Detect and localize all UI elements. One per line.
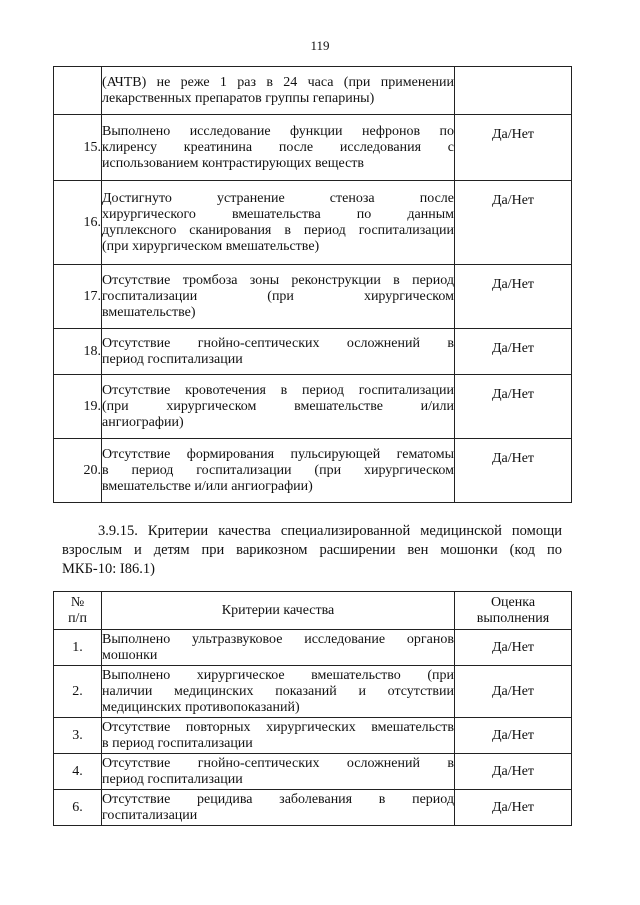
grade-value: Да/Нет (455, 265, 572, 329)
criteria-table-varicocele (53, 591, 572, 826)
criterion-line: Отсутствие повторных хирургических вмешательств (102, 719, 454, 735)
row-number: 1. (54, 630, 102, 666)
criterion-line: госпитализации (102, 807, 198, 823)
criterion-line: Отсутствие формирования пульсирующей гематомы (102, 446, 454, 462)
criterion-line: мошонки (102, 647, 158, 663)
criterion-line: дуплексного сканирования в период госпитализации (102, 222, 454, 238)
criterion-line: вмешательстве и/или ангиографии) (102, 478, 313, 494)
row-number (54, 67, 102, 115)
table-row (54, 329, 572, 375)
header-num-line: п/п (68, 610, 87, 626)
table-row (54, 181, 572, 265)
grade-value: Да/Нет (455, 115, 572, 181)
grade-value: Да/Нет (455, 630, 572, 666)
header-criteria: Критерии качества (102, 592, 455, 630)
header-num (54, 592, 102, 630)
criterion-line: хирургического вмешательства по данным (102, 206, 454, 222)
page-number: 119 (310, 38, 330, 53)
criterion-line: ангиографии) (102, 414, 184, 430)
criterion-line: использованием контрастирующих веществ (102, 155, 365, 171)
header-num-line: № (70, 594, 85, 610)
row-number: 16. (54, 181, 102, 265)
section-heading-line: МКБ-10: I86.1) (62, 561, 155, 577)
table-row (54, 754, 572, 790)
grade-value: Да/Нет (455, 329, 572, 375)
row-number: 17. (54, 265, 102, 329)
grade-value: Да/Нет (455, 718, 572, 754)
header-grade-line: Оценка (490, 594, 536, 610)
criterion-line: Отсутствие гнойно-септических осложнений в (102, 755, 454, 771)
grade-value: Да/Нет (455, 375, 572, 439)
grade-value: Да/Нет (455, 790, 572, 826)
criterion-text (102, 754, 455, 790)
criterion-line: Отсутствие кровотечения в период госпитализации (102, 382, 454, 398)
criterion-text (102, 115, 455, 181)
criterion-line: клиренсу креатинина после исследования с (102, 139, 454, 155)
table-row (54, 115, 572, 181)
criterion-line: вмешательстве) (102, 304, 196, 320)
criterion-line: медицинских противопоказаний) (102, 699, 300, 715)
criterion-text (102, 630, 455, 666)
grade-value: Да/Нет (455, 754, 572, 790)
grade-value: Да/Нет (455, 181, 572, 265)
criterion-line: наличии медицинских показаний и отсутствии (102, 683, 454, 699)
criterion-text (102, 265, 455, 329)
grade-value: Да/Нет (455, 666, 572, 718)
criterion-line: период госпитализации (102, 771, 243, 787)
criterion-line: период госпитализации (102, 351, 243, 367)
row-number: 4. (54, 754, 102, 790)
criterion-text (102, 181, 455, 265)
criterion-line: Отсутствие рецидива заболевания в период (102, 791, 454, 807)
criterion-line: Отсутствие тромбоза зоны реконструкции в период (102, 272, 454, 288)
row-number: 20. (54, 439, 102, 503)
grade-value: Да/Нет (455, 439, 572, 503)
table-row (54, 666, 572, 718)
criterion-text (102, 790, 455, 826)
criterion-line: Выполнено хирургическое вмешательство (при (102, 667, 454, 683)
table-row (54, 718, 572, 754)
table-row (54, 439, 572, 503)
row-number: 19. (54, 375, 102, 439)
table-header-row (54, 592, 572, 630)
criterion-text (102, 329, 455, 375)
table-row (54, 67, 572, 115)
table-row (54, 630, 572, 666)
header-grade-line: выполнения (476, 610, 550, 626)
row-number: 6. (54, 790, 102, 826)
criterion-text (102, 67, 455, 115)
row-number: 18. (54, 329, 102, 375)
criterion-line: Достигнуто устранение стеноза после (102, 190, 454, 206)
criterion-line: (при хирургическом вмешательстве) (102, 238, 320, 254)
criterion-line: в период госпитализации (102, 735, 253, 751)
criterion-text (102, 439, 455, 503)
criterion-line: (при хирургическом вмешательстве и/или (102, 398, 454, 414)
row-number: 15. (54, 115, 102, 181)
table-row (54, 790, 572, 826)
row-number: 3. (54, 718, 102, 754)
criterion-text (102, 666, 455, 718)
header-grade (455, 592, 572, 630)
grade-value (455, 67, 572, 115)
table-row (54, 265, 572, 329)
criterion-text (102, 375, 455, 439)
criterion-line: госпитализации (при хирургическом (102, 288, 454, 304)
row-number: 2. (54, 666, 102, 718)
section-heading-line: 3.9.15. Критерии качества специализированной медицинской помощи (98, 523, 562, 539)
section-heading-line: взрослым и детям при варикозном расширении вен мошонки (код по (62, 542, 562, 558)
criterion-line: (АЧТВ) не реже 1 раз в 24 часа (при применении (102, 74, 454, 90)
criterion-line: Выполнено исследование функции нефронов по (102, 123, 454, 139)
criterion-text (102, 718, 455, 754)
table-row (54, 375, 572, 439)
criteria-table-continued (53, 66, 572, 503)
section-heading (62, 522, 562, 579)
criterion-line: Отсутствие гнойно-септических осложнений в (102, 335, 454, 351)
criterion-line: Выполнено ультразвуковое исследование органов (102, 631, 454, 647)
criterion-line: в период госпитализации (при хирургическом (102, 462, 454, 478)
criterion-line: лекарственных препаратов группы гепарины) (102, 90, 375, 106)
